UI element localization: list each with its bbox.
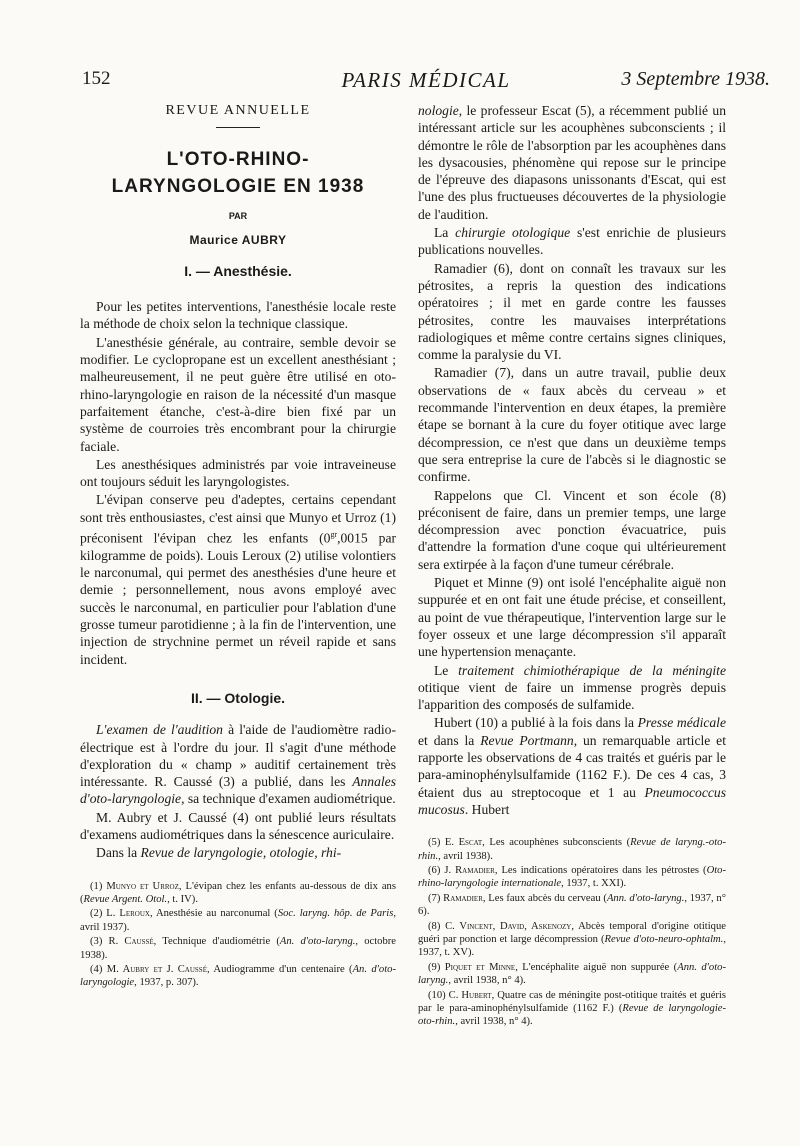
fn-source: Soc. laryng. hôp. de Paris: [277, 908, 394, 920]
fn-num: (6): [428, 864, 445, 876]
fn-author: Ramadier: [443, 892, 483, 904]
fn-text: , avril 1937).: [80, 908, 396, 933]
superscript: gr: [330, 530, 338, 540]
text-run: , sa technique d'examen audiométrique.: [181, 791, 396, 807]
fn-source: An. d'oto-laryng.: [279, 936, 356, 948]
text-run: . Hubert: [464, 801, 510, 817]
fn-text: , Les indications opératoires dans les pétrostes (: [494, 864, 707, 876]
fn-text: , avril 1938).: [438, 850, 493, 862]
fn-text: , 1937, p. 307).: [134, 977, 199, 989]
paragraph: [418, 714, 726, 818]
italic-run: Revue Portmann: [480, 732, 574, 748]
fn-author: C. Vincent, David, Askenozy: [445, 920, 572, 932]
journal-title: PARIS MÉDICAL: [341, 68, 511, 92]
footnote: [418, 864, 726, 891]
italic-run: Pneumococcus mucosus: [418, 784, 726, 817]
paragraph: Piquet et Minne (9) ont isolé l'encéphalite aiguë non suppurée et en ont fait une étude précise, et conseillent, au point de vue thérapeutique, l'intervention large sur le foyer osseux et une large décompression s'il apparaît une hypertension menaçante.: [418, 575, 726, 660]
text-run: La: [434, 225, 456, 241]
text-run: à l'aide de l'audiomètre radio-électrique est à l'ordre du jour. Il s'agit d'une méthode d'exploration du « champ » auditif certainement très intéressante. R. Caussé (3) a publié, dans les: [80, 722, 396, 790]
footnote-spacer: [80, 862, 396, 880]
text-run: Hubert (10) a publié à la fois dans la: [434, 715, 638, 731]
fn-text: , Les faux abcès du cerveau (: [482, 892, 607, 904]
paragraph: Ramadier (6), dont on connaît les travaux sur les pétrosites, a repris la question des indications opératoires ; il met en garde contre les fausses pétrosites, contre les mauvaises interprétations radiologiques et même contre certains signes cliniques, comme la paralysie du VI.: [418, 260, 726, 363]
footnote: [80, 963, 396, 990]
fn-text: , L'évipan chez les enfants au-dessous de dix ans (: [80, 880, 396, 906]
title-line-2: LARYNGOLOGIE EN 1938: [111, 176, 365, 198]
fn-source: Oto-rhino-laryngologie internationale: [418, 864, 726, 890]
fn-author: C. Hubert: [448, 989, 492, 1001]
footnote: [418, 836, 726, 863]
fn-author: Piquet et Minne: [444, 961, 516, 973]
fn-num: (1): [90, 880, 107, 892]
italic-run: traitement chimiothérapique de la méningite: [458, 662, 726, 678]
issue-date: 3 Septembre 1938.: [621, 68, 770, 90]
footnotes-left: [80, 880, 396, 990]
fn-text: , L'encéphalite aiguë non suppurée (: [515, 961, 678, 973]
fn-text: , Quatre cas de méningite post-otitique traités et guéris par le para-aminophénylsulfamide (1162 F.) (: [418, 989, 726, 1015]
fn-source: Ann. d'oto-laryng.: [418, 961, 726, 987]
paragraph: [418, 224, 726, 259]
byline-par: PAR: [228, 211, 248, 222]
fn-text: , octobre 1938).: [80, 936, 396, 961]
paragraph: Pour les petites interventions, l'anesthésie locale reste la méthode de choix selon la technique classique.: [80, 299, 396, 332]
paragraph: [418, 662, 726, 714]
paragraph: M. Aubry et J. Caussé (4) ont publié leurs résultats d'examens audiométriques dans la sénescence auriculaire.: [80, 809, 396, 843]
fn-num: (5): [428, 837, 445, 849]
italic-run: Annales d'oto-laryngologie: [80, 774, 396, 807]
section-heading-otologie: II. — Otologie.: [190, 689, 286, 706]
footnotes-right: [418, 836, 726, 1029]
italic-run: nologie: [418, 103, 459, 118]
paragraph: L'anesthésie générale, au contraire, semble devoir se modifier. Le cyclopropane est un excellent anesthésiant ; malheureusement, il ne peut guère être utilisé en oto-rhino-laryngologie en raison de la nécessité d'un masque parfaitement étanche, c'est-à-dire bien fixé par un système de courroies très encombrant pour la chirurgie faciale.: [80, 334, 396, 454]
text-run: Dans la: [96, 845, 141, 861]
fn-text: , t. IV).: [167, 894, 198, 906]
footnote: [418, 961, 726, 988]
fn-source: Revue d'oto-neuro-ophtalm.: [604, 934, 724, 946]
fn-text: , 1937, n° 6).: [418, 892, 726, 918]
footnote-spacer: [418, 818, 726, 836]
fn-text: , avril 1938, n° 4).: [448, 975, 526, 987]
fn-text: , 1937, t. XXI).: [561, 878, 627, 890]
text-run: , le professeur Escat (5), a récemment publié un intéressant article sur les acouphènes subconscients ; il démontre le rôle de l'absorption par les acouphènes dans les dysacousies, phénomène qui repose sur le principe de l'épreuve des diapasons unissonants d'Escat, qui est l'une des plus fructueuses découvertes de la physiologie de l'audition.: [418, 103, 726, 222]
fn-author: Munyo et Urroz: [106, 880, 179, 892]
paragraph: [80, 721, 396, 807]
right-column: [418, 102, 726, 1030]
fn-source: Revue de laryngologie-oto-rhin.: [418, 1003, 727, 1028]
footnote: [418, 920, 726, 960]
fn-num: (3): [90, 936, 109, 948]
fn-num: (7): [428, 892, 444, 904]
fn-text: , 1937, t. XV).: [418, 934, 726, 959]
fn-author: L. Leroux: [106, 908, 150, 920]
fn-num: (8): [428, 920, 446, 932]
section-kicker: REVUE ANNUELLE: [165, 103, 311, 118]
footnote: [80, 880, 396, 907]
section-heading-anesthesie: I. — Anesthésie.: [184, 262, 292, 279]
author-name: Maurice AUBRY: [189, 232, 287, 247]
fn-text: , avril 1938, n° 4).: [455, 1016, 533, 1028]
fn-text: , Les acouphènes subconscients (: [482, 837, 631, 849]
text-run: Le: [434, 662, 459, 678]
title-divider: [216, 127, 260, 128]
footnote: [80, 935, 396, 962]
italic-run: chirurgie otologique: [455, 225, 571, 241]
text-run: otitique vient de faire un immense progrès depuis l'apparition des composés de sulfamide.: [418, 679, 726, 713]
page-number: 152: [82, 68, 111, 89]
fn-author: M. Aubry et J. Caussé: [106, 964, 207, 976]
paragraph: [418, 102, 726, 223]
text-run: ,0015 par kilogramme de poids). Louis Leroux (2) utilise volontiers le narconumal, qui permet des anesthésies d'une heure et demie ; personnellement, nous avons employé avec succès le narconumal, en particulier pour l'ablation d'une grosse tumeur parotidienne ; à la fin de l'intervention, une injection de strychnine permet un réveil rapide et sans incident.: [80, 530, 396, 667]
paragraph: Ramadier (7), dans un autre travail, publie deux observations de « faux abcès du cerveau » et recommande l'intervention en deux étapes, la première étape se bornant à la cure du foyer otitique avec large décompression, ce n'est que dans un deuxième temps que sera entreprise la cure de l'abcès si le diagnostic se confirme.: [418, 365, 726, 485]
article-title: [80, 146, 396, 200]
footnote: [418, 989, 726, 1029]
fn-source: Revue de laryng.-oto-rhin.: [418, 837, 726, 862]
footnote: [418, 892, 726, 919]
text-run: L'évipan conserve peu d'adeptes, certains cependant sont très enthousiastes, c'est ainsi que Munyo et Urroz (1) préconisent l'évipan chez les enfants (0: [80, 492, 396, 546]
fn-author: E. Escat: [444, 837, 483, 849]
footnote: [80, 907, 396, 934]
paragraph: Les anesthésiques administrés par voie intraveineuse ont toujours séduit les laryngologistes.: [80, 456, 396, 490]
fn-num: (2): [90, 908, 107, 920]
fn-author: J. Ramadier: [444, 864, 495, 876]
fn-source: Ann. d'oto-laryng.: [606, 892, 685, 904]
title-line-1: L'OTO-RHINO-: [166, 149, 310, 171]
fn-num: (10): [428, 989, 449, 1001]
fn-source: Revue Argent. Otol.: [83, 894, 168, 906]
paragraph: Rappelons que Cl. Vincent et son école (8) préconisent de faire, dans un premier temps, une large décompression avec ponction évacuatrice, puis d'attendre la formation d'une coque qui ultérieurement sera extirpée à la façon d'une tumeur cérébrale.: [418, 487, 726, 572]
paragraph: [80, 491, 396, 668]
left-column: [80, 102, 396, 991]
fn-text: , Anesthésie au narconumal (: [149, 908, 278, 920]
fn-text: , Abcès temporal d'origine otitique guéri par ponction et large décompression (: [418, 920, 726, 946]
text-run: et dans la: [418, 732, 481, 748]
italic-run: Revue de laryngologie, otologie, rhi-: [140, 845, 342, 861]
running-header: [82, 68, 770, 98]
fn-source: An. d'oto-laryngologie: [80, 964, 396, 989]
italic-run: Presse médicale: [637, 715, 726, 731]
text-run: , un remarquable article et rapporte les observations de 4 cas traités et guéris par le para-aminophénylsulfamide (1162 F.). De ces 4 cas, 3 étaient dus au streptocoque et 1 au: [418, 732, 726, 800]
italic-run: L'examen de l'audition: [96, 722, 223, 738]
fn-text: , Technique d'audiométrie (: [153, 936, 280, 948]
fn-text: , Audiogramme d'un centenaire (: [206, 964, 353, 976]
fn-author: R. Caussé: [108, 936, 154, 948]
fn-num: (4): [90, 964, 107, 976]
paragraph: [80, 844, 396, 861]
text-run: s'est enrichie de plusieurs publications nouvelles.: [418, 225, 726, 258]
fn-num: (9): [428, 961, 445, 973]
